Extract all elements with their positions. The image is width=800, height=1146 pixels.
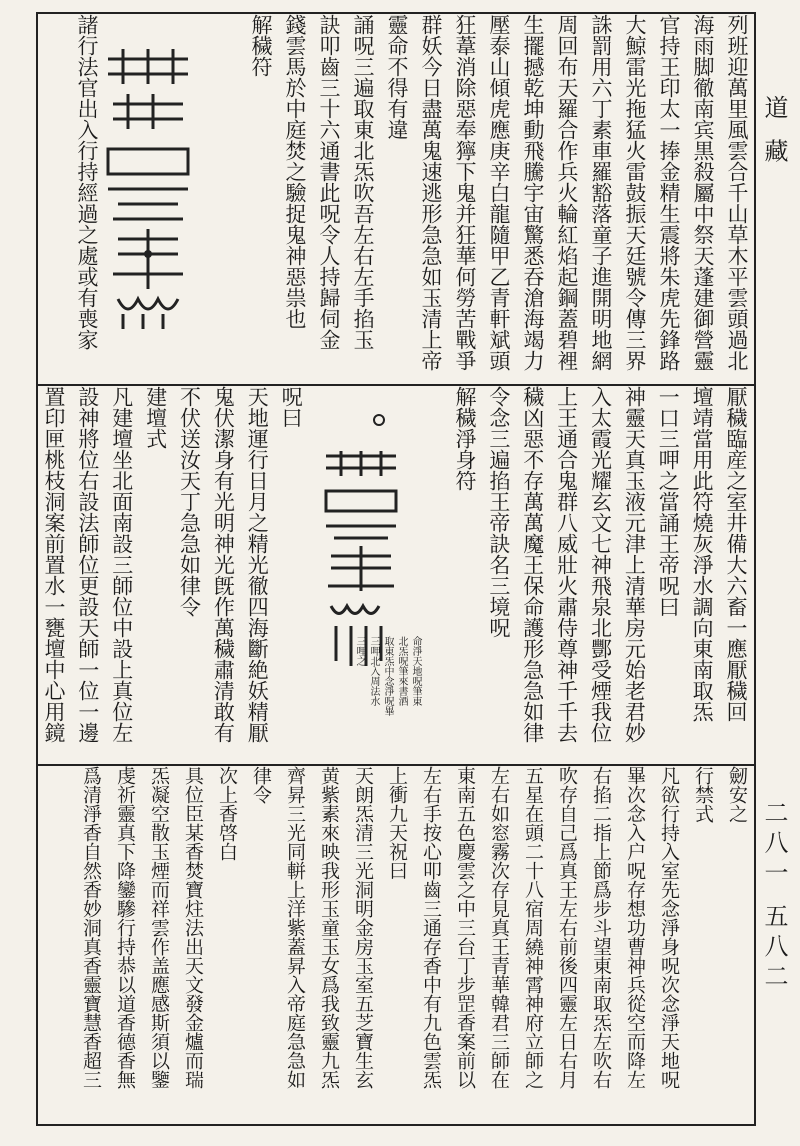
text-column: 大鯨雷光拖猛火雷鼓振天廷號令傳三界 bbox=[623, 14, 647, 371]
page-number: 二八一 五八二 bbox=[760, 800, 788, 994]
text-column: 解穢符 bbox=[249, 14, 273, 77]
panel-middle bbox=[38, 386, 754, 764]
text-column: 誅罰用六丁素車羅豁落童子進開明地網 bbox=[589, 14, 613, 371]
text-column: 炁凝空散玉煙而祥雲作盖應感斯須以鑒 bbox=[148, 766, 170, 1089]
text-column: 呪曰 bbox=[279, 386, 304, 428]
panel-bottom bbox=[38, 766, 754, 1126]
text-column: 行禁式 bbox=[692, 766, 714, 823]
text-column: 右掐二指上節爲步斗望東南取炁左吹右 bbox=[590, 766, 612, 1089]
text-column: 鬼伏潔身有光明神光旣作萬穢肅清敢有 bbox=[211, 386, 236, 743]
text-column: 誦呪三遍取東北炁吹吾左右左手掐玉 bbox=[351, 14, 375, 350]
text-column: 官持王印太一捧金精生震將朱虎先鋒路 bbox=[657, 14, 681, 371]
text-column: 左右手按心叩齒三通存香中有九色雲炁 bbox=[420, 766, 442, 1089]
text-column: 建壇式 bbox=[143, 386, 168, 449]
text-column: 海雨脚徹南宾黒殺屬中祭天蓬建御營靈 bbox=[691, 14, 715, 371]
page-frame bbox=[36, 12, 756, 1126]
text-column: 入太霞光耀玄文七神飛泉北酆受煙我位 bbox=[588, 386, 613, 743]
circle-mark bbox=[373, 414, 385, 426]
text-column: 虔祈靈真下降鑾驂行持恭以道香德香無 bbox=[114, 766, 136, 1089]
text-column: 凡欲行持入室先念淨身呪次念淨天地呪 bbox=[658, 766, 680, 1089]
text-column: 黄紫素來映我形玉童玉女爲我致靈九炁 bbox=[318, 766, 340, 1089]
text-column: 東南五色慶雲之中三台丁步罡香案前以 bbox=[454, 766, 476, 1089]
text-column: 令念三遍掐王帝訣名三境呪 bbox=[486, 386, 511, 638]
text-column: 群妖今日盡萬鬼速逃形急急如玉清上帝 bbox=[419, 14, 443, 371]
text-column: 靈命不得有違 bbox=[385, 14, 409, 140]
text-column: 齊昇三光同軿上洋紫蓋昇入帝庭急急如 bbox=[284, 766, 306, 1089]
text-column: 壓泰山傾虎應庚辛白龍隨甲乙青軒斌頭 bbox=[487, 14, 511, 371]
text-column: 五星在頭二十八宿周繞神霄神府立師之 bbox=[522, 766, 544, 1089]
margin-title: 道 藏 bbox=[760, 95, 788, 169]
text-column: 爲清淨香自然香妙洞真香靈寶慧香超三 bbox=[80, 766, 102, 1089]
text-column: 錢雲馬於中庭焚之驗捉鬼神惡祟也 bbox=[283, 14, 307, 329]
text-column: 狂葦消除惡奉獰下鬼并狂華何勞苦戰爭 bbox=[453, 14, 477, 371]
talisman-note: 取東炁中念淨呪畢 bbox=[382, 636, 393, 716]
text-column: 劒安之 bbox=[726, 766, 748, 823]
text-column: 凡建壇坐北面南設三師位中設上真位左 bbox=[109, 386, 134, 743]
text-column: 列班迎萬里風雲合千山草木平雲頭過北 bbox=[725, 14, 749, 371]
text-column: 上衝九天祝曰 bbox=[386, 766, 408, 880]
text-column: 畢次念入户呪存想功曹神兵從空而降左 bbox=[624, 766, 646, 1089]
text-column: 律令 bbox=[250, 766, 272, 804]
talisman-note: 三哩之 bbox=[354, 636, 365, 666]
text-column: 壇靖當用此符燒灰淨水調向東南取炁 bbox=[690, 386, 715, 722]
text-column: 訣叩齒三十六通書此呪令人持歸伺金 bbox=[317, 14, 341, 350]
text-column: 周回布天羅合作兵火輪紅焰起鋼蓋碧裡 bbox=[555, 14, 579, 371]
text-column: 左右如窓霧次存見真王青華韓君三師在 bbox=[488, 766, 510, 1089]
panel-top bbox=[38, 14, 754, 384]
text-column: 置印匣桃枝洞案前置水一甕壇中心用鏡 bbox=[42, 386, 66, 743]
text-column: 設神將位右設法師位更設天師一位一邊 bbox=[75, 386, 100, 743]
text-column: 穢凶惡不存萬萬魔王保命護形急急如律 bbox=[520, 386, 545, 743]
text-column: 神靈天真玉液元津上清華房元始老君妙 bbox=[622, 386, 647, 743]
text-column: 吹存自己爲真王左右前後四靈左日右月 bbox=[556, 766, 578, 1089]
text-column: 次上香啓白 bbox=[216, 766, 238, 861]
text-column: 具位臣某香焚寶炷法出天文發金爐而瑞 bbox=[182, 766, 204, 1089]
text-column: 天地運行日月之精光徹四海斷絶妖精厭 bbox=[245, 386, 270, 743]
panel-bottom-columns bbox=[38, 766, 754, 1126]
text-column: 解穢淨身符 bbox=[453, 386, 477, 491]
talisman-note: 北炁呪筆來書酒 bbox=[396, 636, 407, 706]
talisman-note: 三呷北入周法水 bbox=[368, 636, 379, 706]
text-column: 生擺撼乾坤動飛騰宇宙驚悉吞滄海竭力 bbox=[521, 14, 545, 371]
talisman-note: 命淨天地呪筆東 bbox=[410, 636, 421, 706]
text-column: 天朗炁清三光洞明金房玉室五芝寶生玄 bbox=[352, 766, 374, 1089]
text-column: 厭穢臨産之室井備大六畜一應厭穢回 bbox=[724, 386, 748, 722]
text-column: 不伏送汝天丁急急如律令 bbox=[177, 386, 202, 617]
text-column: 一口三呷之當誦王帝呪曰 bbox=[656, 386, 681, 617]
text-column: 諸行法官出入行持經過之處或有喪家 bbox=[75, 14, 99, 350]
talisman-top bbox=[98, 44, 198, 334]
text-column: 上王通合鬼群八威壯火肅侍尊神千千去 bbox=[554, 386, 579, 743]
